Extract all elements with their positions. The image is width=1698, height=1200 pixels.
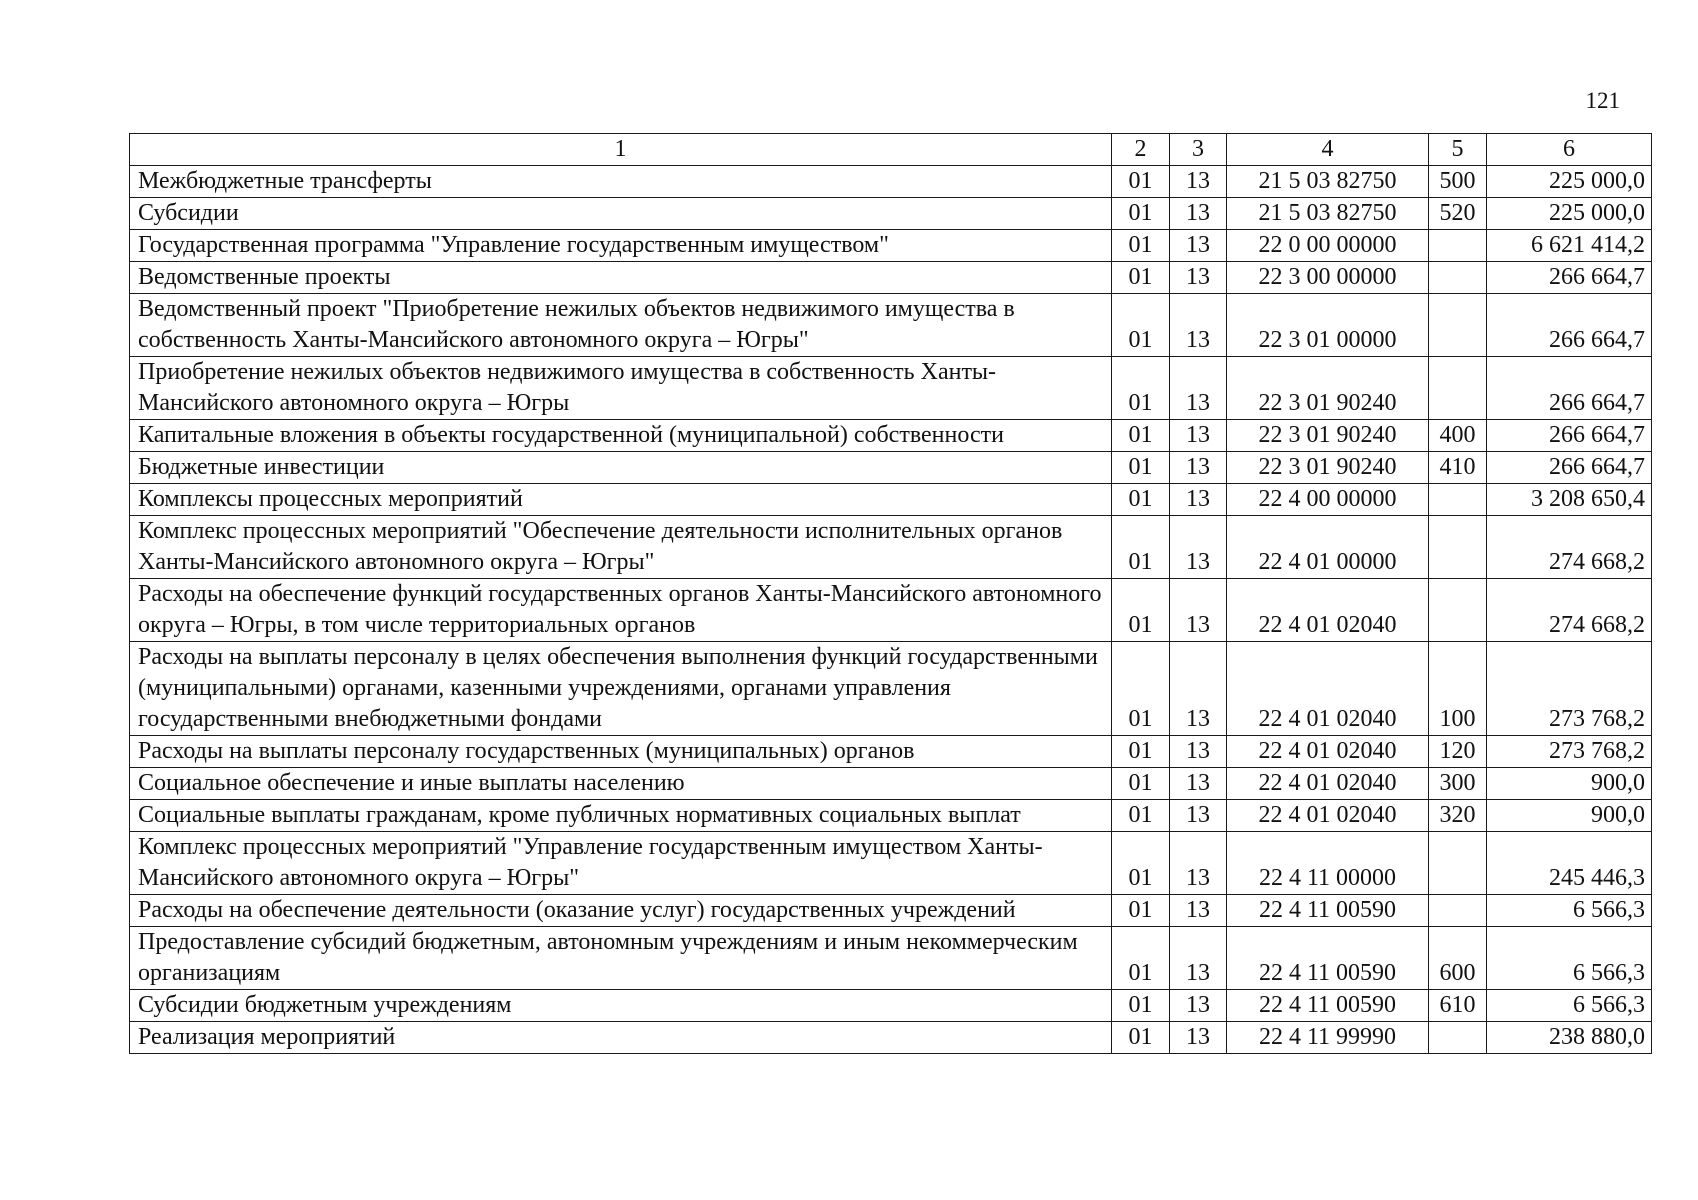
subsection-cell: 13 (1170, 800, 1227, 832)
section-cell: 01 (1112, 262, 1170, 294)
row-name-cell: Ведомственные проекты (130, 262, 1112, 294)
subsection-cell: 13 (1170, 357, 1227, 420)
row-name-cell: Предоставление субсидий бюджетным, автономным учреждениям и иным некоммерческим организациям (130, 927, 1112, 990)
subsection-cell: 13 (1170, 516, 1227, 579)
table-row (130, 642, 1652, 736)
section-cell: 01 (1112, 768, 1170, 800)
target-article-cell: 22 4 01 02040 (1227, 768, 1429, 800)
amount-cell: 274 668,2 (1487, 579, 1652, 642)
subsection-cell: 13 (1170, 927, 1227, 990)
target-article-cell: 22 4 11 00590 (1227, 990, 1429, 1022)
amount-cell: 266 664,7 (1487, 294, 1652, 357)
table-row (130, 832, 1652, 895)
expense-type-cell (1429, 1022, 1487, 1054)
subsection-cell: 13 (1170, 642, 1227, 736)
table-row (130, 230, 1652, 262)
expense-type-cell (1429, 230, 1487, 262)
expense-type-cell (1429, 484, 1487, 516)
section-cell: 01 (1112, 294, 1170, 357)
budget-table (129, 133, 1652, 1054)
row-name-cell: Субсидии бюджетным учреждениям (130, 990, 1112, 1022)
amount-cell: 6 621 414,2 (1487, 230, 1652, 262)
section-cell: 01 (1112, 832, 1170, 895)
subsection-cell: 13 (1170, 262, 1227, 294)
row-name-cell: Социальное обеспечение и иные выплаты населению (130, 768, 1112, 800)
subsection-cell: 13 (1170, 294, 1227, 357)
amount-cell: 6 566,3 (1487, 927, 1652, 990)
amount-cell: 225 000,0 (1487, 166, 1652, 198)
column-header: 2 (1112, 134, 1170, 166)
amount-cell: 6 566,3 (1487, 990, 1652, 1022)
column-header: 5 (1429, 134, 1487, 166)
section-cell: 01 (1112, 1022, 1170, 1054)
section-cell: 01 (1112, 166, 1170, 198)
amount-cell: 273 768,2 (1487, 642, 1652, 736)
target-article-cell: 22 4 01 02040 (1227, 800, 1429, 832)
table-row (130, 736, 1652, 768)
table-row (130, 895, 1652, 927)
row-name-cell: Расходы на выплаты персоналу в целях обеспечения выполнения функций государственными (муниципальными) органами, казенными учреждениями, органами управления государственными внебюджетными фондами (130, 642, 1112, 736)
amount-cell: 225 000,0 (1487, 198, 1652, 230)
row-name-cell: Комплекс процессных мероприятий "Управление государственным имуществом Ханты-Мансийского автономного округа – Югры" (130, 832, 1112, 895)
amount-cell: 900,0 (1487, 800, 1652, 832)
section-cell: 01 (1112, 990, 1170, 1022)
expense-type-cell (1429, 832, 1487, 895)
amount-cell: 266 664,7 (1487, 262, 1652, 294)
expense-type-cell: 400 (1429, 420, 1487, 452)
subsection-cell: 13 (1170, 895, 1227, 927)
expense-type-cell: 120 (1429, 736, 1487, 768)
section-cell: 01 (1112, 516, 1170, 579)
expense-type-cell: 100 (1429, 642, 1487, 736)
subsection-cell: 13 (1170, 579, 1227, 642)
subsection-cell: 13 (1170, 990, 1227, 1022)
row-name-cell: Социальные выплаты гражданам, кроме публичных нормативных социальных выплат (130, 800, 1112, 832)
expense-type-cell (1429, 262, 1487, 294)
section-cell: 01 (1112, 484, 1170, 516)
amount-cell: 6 566,3 (1487, 895, 1652, 927)
target-article-cell: 22 3 01 90240 (1227, 420, 1429, 452)
row-name-cell: Субсидии (130, 198, 1112, 230)
row-name-cell: Государственная программа "Управление государственным имуществом" (130, 230, 1112, 262)
table-row (130, 420, 1652, 452)
table-row (130, 452, 1652, 484)
section-cell: 01 (1112, 230, 1170, 262)
table-row (130, 484, 1652, 516)
row-name-cell: Межбюджетные трансферты (130, 166, 1112, 198)
column-header: 1 (130, 134, 1112, 166)
expense-type-cell (1429, 294, 1487, 357)
expense-type-cell (1429, 357, 1487, 420)
target-article-cell: 22 0 00 00000 (1227, 230, 1429, 262)
table-row (130, 516, 1652, 579)
table-row (130, 166, 1652, 198)
table-row (130, 579, 1652, 642)
table-row (130, 262, 1652, 294)
row-name-cell: Бюджетные инвестиции (130, 452, 1112, 484)
target-article-cell: 22 4 00 00000 (1227, 484, 1429, 516)
subsection-cell: 13 (1170, 1022, 1227, 1054)
subsection-cell: 13 (1170, 452, 1227, 484)
target-article-cell: 22 4 11 00590 (1227, 895, 1429, 927)
section-cell: 01 (1112, 927, 1170, 990)
row-name-cell: Расходы на обеспечение функций государственных органов Ханты-Мансийского автономного округа – Югры, в том числе территориальных органов (130, 579, 1112, 642)
amount-cell: 266 664,7 (1487, 357, 1652, 420)
target-article-cell: 22 4 01 02040 (1227, 736, 1429, 768)
section-cell: 01 (1112, 357, 1170, 420)
subsection-cell: 13 (1170, 736, 1227, 768)
expense-type-cell (1429, 579, 1487, 642)
section-cell: 01 (1112, 198, 1170, 230)
section-cell: 01 (1112, 579, 1170, 642)
amount-cell: 900,0 (1487, 768, 1652, 800)
expense-type-cell: 520 (1429, 198, 1487, 230)
target-article-cell: 22 4 11 00590 (1227, 927, 1429, 990)
table-row (130, 1022, 1652, 1054)
target-article-cell: 22 4 11 00000 (1227, 832, 1429, 895)
page-number: 121 (1585, 88, 1620, 113)
amount-cell: 245 446,3 (1487, 832, 1652, 895)
row-name-cell: Расходы на обеспечение деятельности (оказание услуг) государственных учреждений (130, 895, 1112, 927)
table-row (130, 198, 1652, 230)
expense-type-cell: 410 (1429, 452, 1487, 484)
amount-cell: 266 664,7 (1487, 420, 1652, 452)
column-header: 4 (1227, 134, 1429, 166)
target-article-cell: 22 4 11 99990 (1227, 1022, 1429, 1054)
table-row (130, 294, 1652, 357)
expense-type-cell: 500 (1429, 166, 1487, 198)
subsection-cell: 13 (1170, 230, 1227, 262)
subsection-cell: 13 (1170, 198, 1227, 230)
subsection-cell: 13 (1170, 832, 1227, 895)
subsection-cell: 13 (1170, 484, 1227, 516)
amount-cell: 3 208 650,4 (1487, 484, 1652, 516)
amount-cell: 274 668,2 (1487, 516, 1652, 579)
row-name-cell: Ведомственный проект "Приобретение нежилых объектов недвижимого имущества в собственность Ханты-Мансийского автономного округа – Югры" (130, 294, 1112, 357)
amount-cell: 238 880,0 (1487, 1022, 1652, 1054)
section-cell: 01 (1112, 642, 1170, 736)
subsection-cell: 13 (1170, 768, 1227, 800)
expense-type-cell: 300 (1429, 768, 1487, 800)
expense-type-cell (1429, 895, 1487, 927)
amount-cell: 266 664,7 (1487, 452, 1652, 484)
section-cell: 01 (1112, 895, 1170, 927)
expense-type-cell (1429, 516, 1487, 579)
row-name-cell: Реализация мероприятий (130, 1022, 1112, 1054)
target-article-cell: 21 5 03 82750 (1227, 166, 1429, 198)
target-article-cell: 22 3 01 90240 (1227, 357, 1429, 420)
row-name-cell: Капитальные вложения в объекты государственной (муниципальной) собственности (130, 420, 1112, 452)
section-cell: 01 (1112, 452, 1170, 484)
table-header-row (130, 134, 1652, 166)
section-cell: 01 (1112, 736, 1170, 768)
target-article-cell: 22 3 01 00000 (1227, 294, 1429, 357)
subsection-cell: 13 (1170, 166, 1227, 198)
target-article-cell: 22 3 00 00000 (1227, 262, 1429, 294)
target-article-cell: 22 4 01 02040 (1227, 642, 1429, 736)
target-article-cell: 22 4 01 00000 (1227, 516, 1429, 579)
section-cell: 01 (1112, 800, 1170, 832)
table-row (130, 927, 1652, 990)
row-name-cell: Приобретение нежилых объектов недвижимого имущества в собственность Ханты-Мансийского автономного округа – Югры (130, 357, 1112, 420)
expense-type-cell: 320 (1429, 800, 1487, 832)
expense-type-cell: 610 (1429, 990, 1487, 1022)
section-cell: 01 (1112, 420, 1170, 452)
table-row (130, 357, 1652, 420)
column-header: 6 (1487, 134, 1652, 166)
column-header: 3 (1170, 134, 1227, 166)
row-name-cell: Расходы на выплаты персоналу государственных (муниципальных) органов (130, 736, 1112, 768)
subsection-cell: 13 (1170, 420, 1227, 452)
row-name-cell: Комплекс процессных мероприятий "Обеспечение деятельности исполнительных органов Ханты-Мансийского автономного округа – Югры" (130, 516, 1112, 579)
table-row (130, 768, 1652, 800)
target-article-cell: 22 3 01 90240 (1227, 452, 1429, 484)
target-article-cell: 22 4 01 02040 (1227, 579, 1429, 642)
expense-type-cell: 600 (1429, 927, 1487, 990)
amount-cell: 273 768,2 (1487, 736, 1652, 768)
row-name-cell: Комплексы процессных мероприятий (130, 484, 1112, 516)
table-row (130, 800, 1652, 832)
target-article-cell: 21 5 03 82750 (1227, 198, 1429, 230)
table-row (130, 990, 1652, 1022)
